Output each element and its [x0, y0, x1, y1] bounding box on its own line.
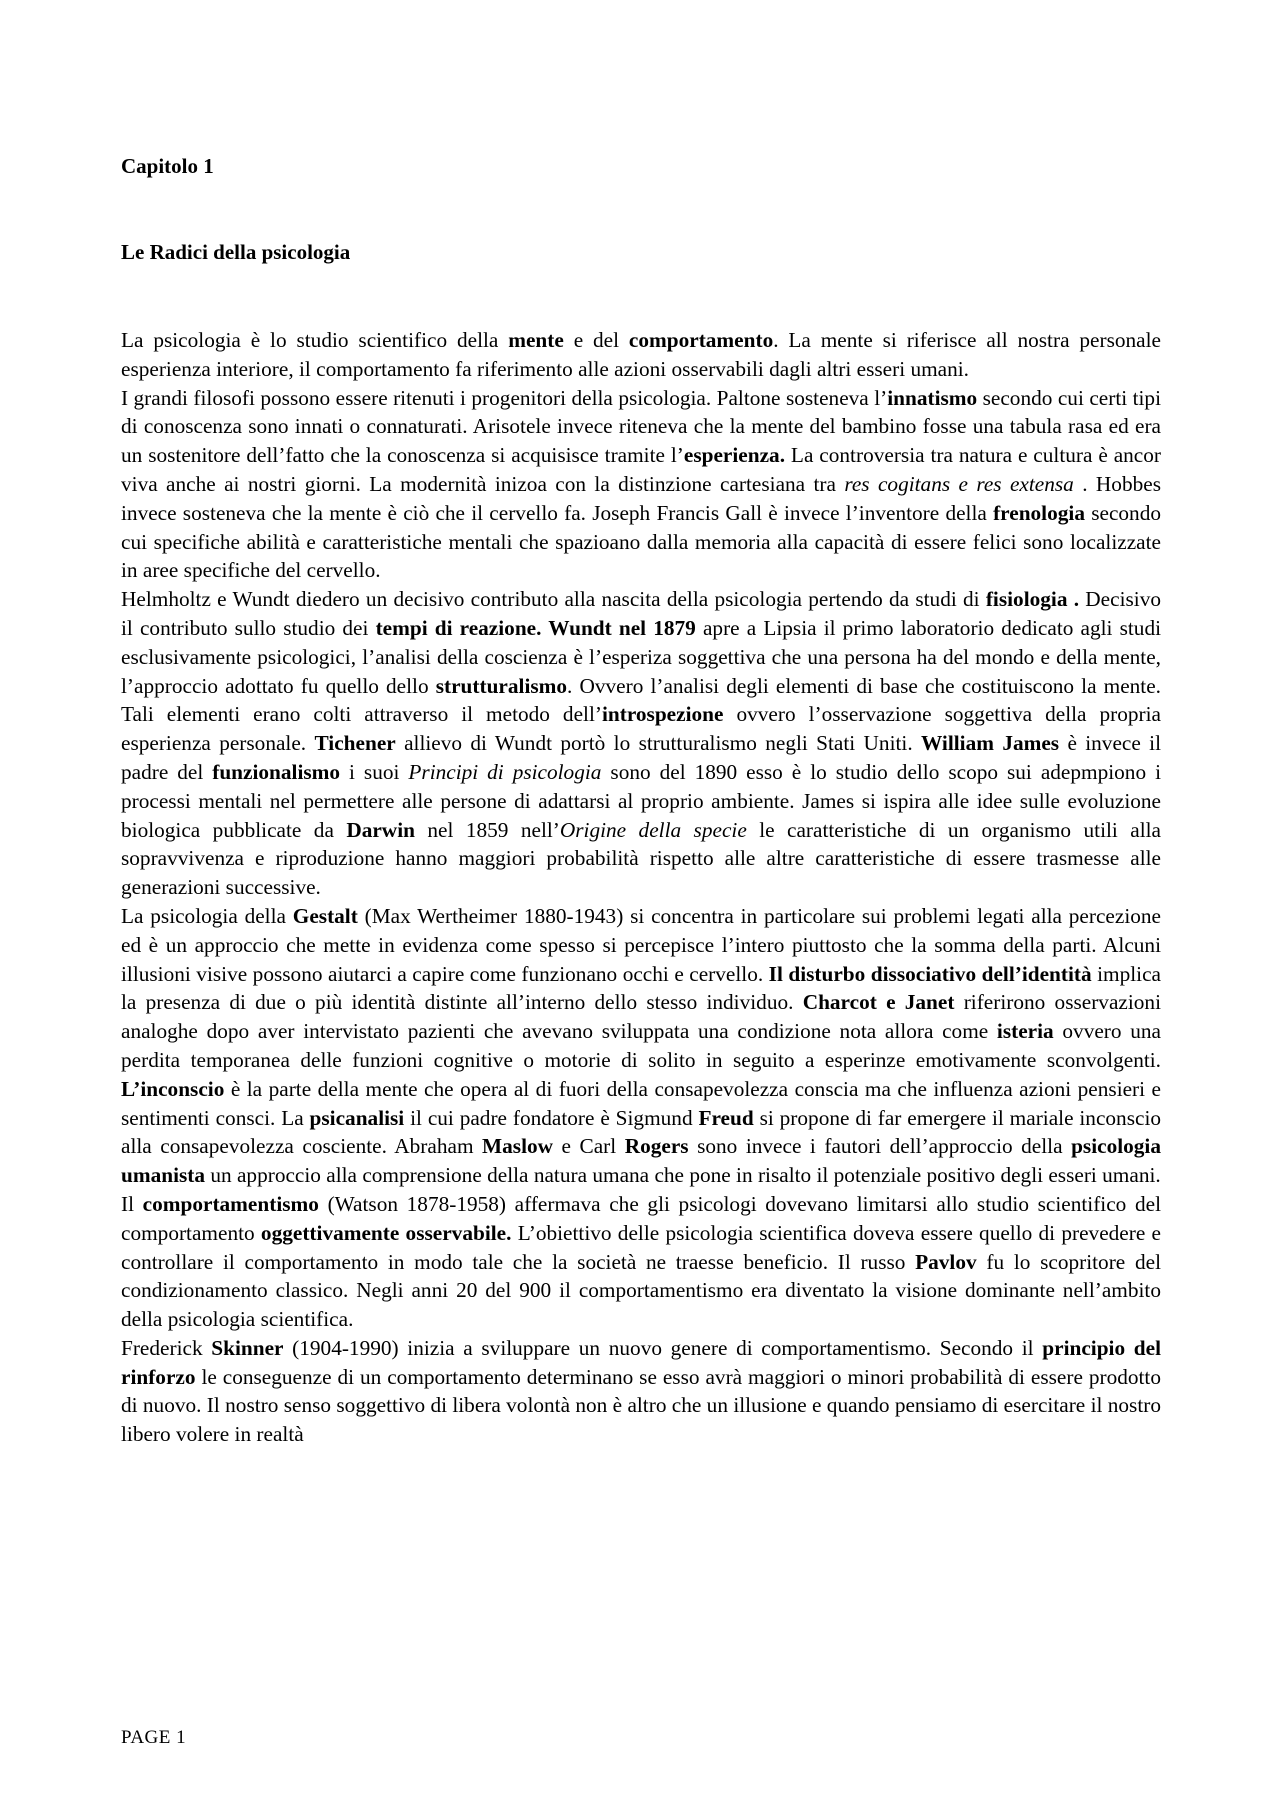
bold-term: Rogers	[624, 1134, 689, 1159]
bold-term: L’inconscio	[121, 1076, 225, 1101]
bold-term: Tichener	[314, 731, 396, 756]
bold-term: Il disturbo dissociativo dell’identità	[768, 961, 1092, 986]
text-run: è la parte della mente che opera al di fuori della consapevolezza conscia ma che influenza azioni pensieri e sentimenti consci. La	[121, 1076, 1161, 1130]
text-run: il cui padre fondatore è Sigmund	[404, 1105, 699, 1130]
bold-term: Pavlov	[915, 1249, 977, 1274]
paragraph	[121, 384, 1161, 586]
text-run: allievo di Wundt portò lo strutturalismo negli Stati Uniti.	[395, 731, 921, 756]
text-run: implica la presenza di due o più identità distinte all’interno dello stesso individuo.	[121, 961, 1162, 1015]
text-run: La psicologia della	[121, 903, 293, 928]
text-run: e Carl	[553, 1134, 625, 1159]
text-run: La controversia tra natura e cultura è ancor viva anche ai nostri giorni. La modernità inizoa con la distinzione cartesiana tra	[121, 443, 1161, 496]
bold-term: oggettivamente osservabile.	[260, 1220, 512, 1245]
text-run: le caratteristiche di un organismo utili alla sopravvivenza e riproduzione hanno maggiori probabilità rispetto alle altre caratteristiche di essere trasmesse alle generazioni successive.	[121, 817, 1161, 900]
bold-term: psicologia umanista	[121, 1134, 1161, 1188]
bold-term: Freud	[698, 1105, 754, 1130]
text-run: un approccio alla comprensione della natura umana che pone in risalto il potenziale positivo degli esseri umani.	[205, 1163, 1161, 1188]
paragraph	[121, 902, 1161, 1190]
text-run: apre a Lipsia il primo laboratorio dedicato agli studi esclusivamente psicologici, l’analisi della coscienza è l’esperiza soggettiva che una persona ha del mondo e della mente, l’approccio adottato fu quello dello	[121, 615, 1162, 698]
text-run: (Max Wertheimer 1880-1943) si concentra in particolare sui problemi legati alla percezione ed è un approccio che mette in evidenza come spesso si percepisce l’intero piuttosto che la somma della parti. Alcuni illusioni visive possono aiutarci a capire come funzionano occhi e cervello.	[121, 903, 1161, 986]
bold-term: isteria	[996, 1019, 1054, 1044]
text-run: è invece il padre del	[121, 731, 1161, 784]
text-run: . La mente si riferisce all nostra personale esperienza interiore, il comportamento fa riferimento alle azioni osservabili dagli altri esseri umani.	[121, 328, 1161, 381]
bold-term: tempi di reazione. Wundt nel 1879	[375, 615, 696, 640]
bold-term: comportamentismo	[142, 1191, 319, 1216]
bold-term: Gestalt	[292, 903, 358, 928]
text-run: le conseguenze di un comportamento determinano se esso avrà maggiori o minori probabilità di essere prodotto di nuovo. Il nostro senso soggettivo di libera volontà non è altro che un illusione e quando pensiamo di esercitare il nostro libero volere in realtà	[121, 1364, 1161, 1447]
text-run: nel 1859 nell’	[414, 817, 560, 842]
page-footer: PAGE 1	[121, 1727, 187, 1748]
text-run: . Hobbes invece sosteneva che la mente è ciò che il cervello fa. Joseph Francis Gall è invece l’inventore della	[121, 471, 1161, 525]
bold-term: comportamento	[628, 328, 774, 352]
paragraph	[121, 326, 1161, 384]
chapter-title: Capitolo 1	[121, 154, 214, 178]
text-run: . Ovvero l’analisi degli elementi di base che costituiscono la mente. Tali elementi erano colti attraverso il metodo dell’	[121, 673, 1161, 727]
bold-term: Maslow	[482, 1134, 554, 1159]
text-run: (1904-1990) inizia a sviluppare un nuovo genere di comportamentismo. Secondo il	[283, 1335, 1043, 1360]
paragraph	[121, 585, 1161, 902]
italic-term: Origine della specie	[559, 817, 747, 842]
section-title: Le Radici della psicologia	[121, 240, 351, 264]
text-run: e del	[563, 328, 629, 352]
paragraph	[121, 1190, 1161, 1334]
bold-term: introspezione	[601, 702, 724, 727]
bold-term: psicanalisi	[309, 1105, 405, 1130]
text-run: Il	[121, 1191, 143, 1216]
text-run: (Watson 1878-1958) affermava che gli psicologi dovevano limitarsi allo studio scientifico del comportamento	[121, 1191, 1161, 1245]
italic-term: Principi di psicologia	[408, 759, 602, 784]
bold-term: fisiologia .	[985, 587, 1080, 612]
paragraph	[121, 1334, 1161, 1449]
bold-term: mente	[508, 328, 564, 352]
italic-term: res cogitans e res extensa	[844, 471, 1074, 496]
bold-term: frenologia	[993, 500, 1085, 525]
text-run: i suoi	[340, 759, 409, 784]
bold-term: Darwin	[346, 817, 415, 842]
text-run: fu lo scopritore del condizionamento classico. Negli anni 20 del 900 il comportamentismo era diventato la visione dominante nell’ambito della psicologia scientifica.	[121, 1249, 1161, 1332]
bold-term: esperienza.	[683, 443, 786, 468]
text-run: Frederick	[121, 1335, 212, 1360]
bold-term: strutturalismo	[435, 673, 568, 698]
bold-term: funzionalismo	[212, 759, 341, 784]
text-run: L’obiettivo delle psicologia scientifica doveva essere quello di prevedere e controllare il comportamento in modo tale che la società ne traesse beneficio. Il russo	[121, 1220, 1161, 1274]
bold-term: William James	[921, 731, 1060, 756]
body-text	[121, 326, 1161, 1449]
text-run: ovvero una perdita temporanea delle funzioni cognitive o motorie di solito in seguito a esperinze emotivamente sconvolgenti.	[121, 1019, 1161, 1072]
text-run: sono invece i fautori dell’approccio della	[688, 1134, 1072, 1159]
text-run: riferirono osservazioni analoghe dopo aver intervistato pazienti che avevano sviluppata una condizione nota allora come	[121, 990, 1161, 1044]
text-run: Helmholtz e Wundt diedero un decisivo contributo alla nascita della psicologia pertendo da studi di	[121, 587, 986, 612]
text-run: Decisivo il contributo sullo studio dei	[121, 587, 1161, 640]
text-run: secondo cui certi tipi di conoscenza sono innati o connaturati. Arisotele invece riteneva che la mente del bambino fosse una tabula rasa ed era un sostenitore dell’fatto che la conoscenza si acquisisce tramite l’	[121, 385, 1161, 468]
bold-term: Charcot e Janet	[802, 990, 955, 1015]
text-run: secondo cui specifiche abilità e caratteristiche mentali che spazioano dalla memoria alla capacità di essere felici sono localizzate in aree specifiche del cervello.	[121, 500, 1161, 583]
text-run: La psicologia è lo studio scientifico della	[121, 328, 509, 352]
text-run: ovvero l’osservazione soggettiva della propria esperienza personale.	[121, 702, 1162, 756]
text-run: sono del 1890 esso è lo studio dello scopo sui adepmpiono i processi mentali nel permettere alle persone di adattarsi al proprio ambiente. James si ispira alle idee sulle evoluzione biologica pubblicate da	[121, 759, 1161, 842]
text-run: I grandi filosofi possono essere ritenuti i progenitori della psicologia. Paltone sosteneva l’	[121, 385, 888, 410]
bold-term: innatismo	[887, 385, 978, 410]
bold-term: principio del rinforzo	[121, 1335, 1161, 1389]
text-run: si propone di far emergere il mariale inconscio alla consapevolezza cosciente. Abraham	[121, 1105, 1162, 1159]
bold-term: Skinner	[211, 1335, 284, 1360]
